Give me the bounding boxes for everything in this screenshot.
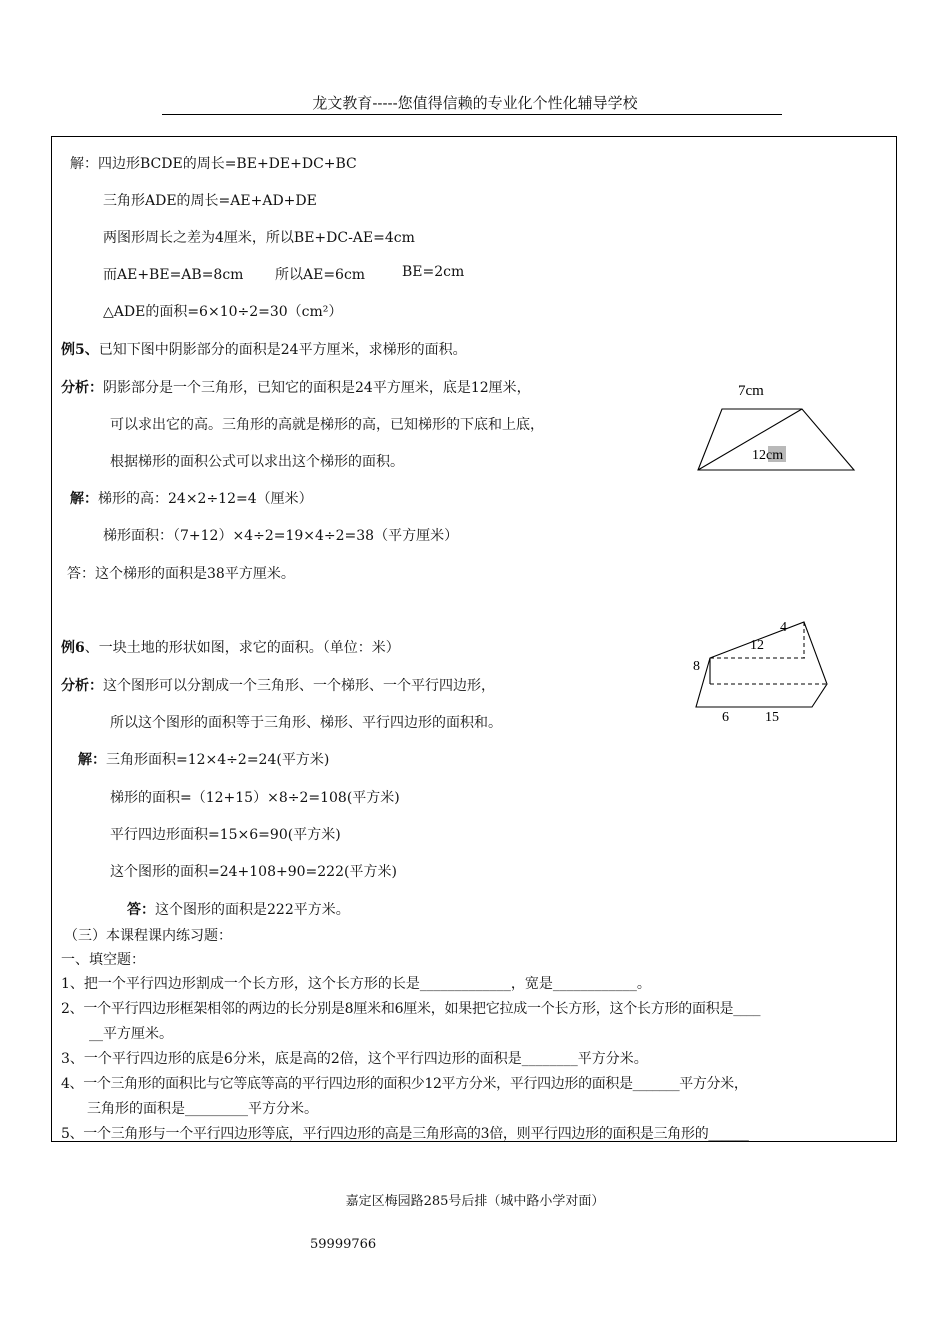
solution4-line1: 解：四边形BCDE的周长=BE+DE+DC+BC (70, 156, 357, 172)
practice-q2-line2: __平方厘米。 (89, 1026, 173, 1042)
example5-solution-label: 解： (70, 491, 98, 507)
solution4-line4b: 所以AE=6cm (275, 267, 366, 283)
example6-solution1: 三角形面积=12×4÷2=24(平方米) (106, 752, 330, 768)
trapezoid-bottom-label: 12cm (752, 448, 784, 463)
practice-part-title: 一、填空题： (61, 952, 145, 968)
example6-answer-label: 答： (127, 902, 155, 918)
page-header-title: 龙文教育-----您值得信赖的专业化个性化辅导学校 (312, 94, 638, 112)
example6-analysis-line1 (61, 675, 495, 695)
example6-solution3: 平行四边形面积=15×6=90(平方米) (110, 827, 341, 843)
practice-q4-line1: 4、一个三角形的面积比与它等底等高的平行四边形的面积少12平方分米，平行四边形的面积是_______平方分米， (61, 1076, 748, 1092)
example5-solution-line1 (70, 488, 313, 508)
solution4-line3: 两图形周长之差为4厘米，所以BE+DC-AE=4cm (103, 230, 415, 246)
trapezoid-top-label: 7cm (738, 383, 764, 399)
example6-analysis2: 所以这个图形的面积等于三角形、梯形、平行四边形的面积和。 (110, 715, 502, 731)
example6-solution4: 这个图形的面积=24+108+90=222(平方米) (110, 864, 397, 880)
practice-q2-line1: 2、一个平行四边形框架相邻的两边的长分别是8厘米和6厘米，如果把它拉成一个长方形，这个长方形的面积是____ (61, 1001, 761, 1017)
practice-q3: 3、一个平行四边形的底是6分米，底是高的2倍，这个平行四边形的面积是________平方分米。 (61, 1051, 648, 1067)
dim-label-15: 15 (765, 710, 779, 725)
solution4-line4c: BE=2cm (402, 264, 465, 280)
solution4-line2: 三角形ADE的周长=AE+AD+DE (103, 193, 317, 209)
trapezoid-figure (690, 372, 870, 482)
dim-label-4: 4 (780, 620, 787, 635)
example6-solution-label: 解： (78, 752, 106, 768)
example6-answer: 这个图形的面积是222平方米。 (155, 902, 350, 918)
practice-q1: 1、把一个平行四边形割成一个长方形，这个长方形的长是_____________，宽是____________。 (61, 976, 651, 992)
example5-label: 例5、 (61, 342, 99, 358)
example6-solution2: 梯形的面积=（12+15）×8÷2=108(平方米) (110, 790, 400, 806)
solution4-line4a: 而AE+BE=AB=8cm (103, 267, 244, 283)
example6-solution-line1 (78, 749, 329, 769)
example6-question-line (61, 637, 400, 657)
land-shape-figure (686, 612, 836, 728)
footer-address: 嘉定区梅园路285号后排（城中路小学对面） (345, 1194, 605, 1209)
example5-answer: 答：这个梯形的面积是38平方厘米。 (67, 566, 295, 582)
example5-analysis3: 根据梯形的面积公式可以求出这个梯形的面积。 (110, 454, 404, 470)
footer-phone: 59999766 (310, 1237, 377, 1252)
example6-analysis1: 这个图形可以分割成一个三角形、一个梯形、一个平行四边形， (103, 678, 495, 694)
land-outline (696, 622, 827, 707)
header-divider (162, 114, 782, 115)
example5-analysis1: 阴影部分是一个三角形，已知它的面积是24平方厘米，底是12厘米， (103, 380, 531, 396)
trapezoid-diagonal (698, 409, 802, 470)
example6-label: 例6 (61, 640, 85, 656)
dim-label-12: 12 (750, 638, 764, 653)
dim-label-8: 8 (693, 659, 700, 674)
example6-analysis-label: 分析： (61, 678, 103, 694)
example5-analysis-label: 分析： (61, 380, 103, 396)
example6-question: 、一块土地的形状如图，求它的面积。（单位：米） (84, 640, 400, 656)
practice-q5: 5、一个三角形与一个平行四边形等底，平行四边形的高是三角形高的3倍，则平行四边形的面积是三角形的______ (61, 1126, 749, 1142)
example5-analysis-line1 (61, 377, 531, 397)
solution4-line5: △ADE的面积=6×10÷2=30（cm²） (103, 304, 343, 320)
example5-question-line (61, 339, 467, 359)
example5-solution1: 梯形的高：24×2÷12=4（厘米） (98, 491, 313, 507)
example5-question: 已知下图中阴影部分的面积是24平方厘米，求梯形的面积。 (98, 342, 467, 358)
practice-section-title: （三）本课程课内练习题： (64, 928, 232, 944)
example6-answer-line (127, 899, 350, 919)
practice-q4-line2: 三角形的面积是_________平方分米。 (87, 1101, 318, 1117)
example5-analysis2: 可以求出它的高。三角形的高就是梯形的高，已知梯形的下底和上底， (110, 417, 544, 433)
example5-solution2: 梯形面积：（7+12）×4÷2=19×4÷2=38（平方厘米） (103, 528, 459, 544)
dim-label-6: 6 (722, 710, 729, 725)
